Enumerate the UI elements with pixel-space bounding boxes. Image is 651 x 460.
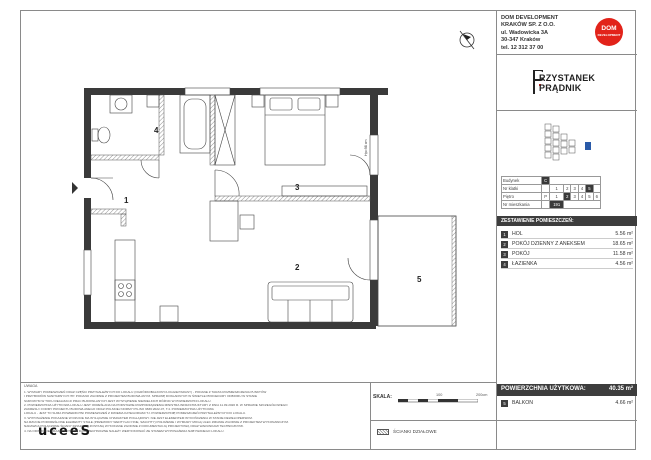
room-name: HOL	[512, 231, 523, 237]
scale-legend-divider	[370, 420, 496, 421]
balcony-outline	[378, 216, 456, 326]
room-name: ŁAZIENKA	[512, 261, 538, 267]
floor-cell: 4	[578, 193, 585, 201]
notes-text	[24, 390, 354, 433]
project-name-line1: RZYSTANEK	[539, 73, 596, 83]
building-key-plan	[537, 120, 595, 165]
floor-cell: 1	[550, 193, 564, 201]
note-line: NADAWCA POŁĄCZONE ŚCIANY DZIAŁOWE ZOSTANĄ WYKONANE ZGODNIE Z DOKUMENTACJĄ PROJEKTOWĄ ORAZ WARUNKAMI TECHNICZNYMI.	[24, 424, 244, 429]
company-name-2: KRAKÓW SP. Z O.O.	[501, 22, 555, 29]
floor-cell: 3	[571, 193, 578, 201]
logo-text: DOM	[601, 25, 617, 32]
room-label-1: 1	[124, 196, 129, 205]
room-label-2: 2	[295, 263, 300, 272]
entrance-arrow-icon	[72, 182, 78, 194]
room-area: 18.65 m²	[612, 241, 633, 247]
stair-cell: 1	[550, 185, 564, 193]
company-city: 30-347 Kraków	[501, 37, 541, 44]
room-row	[501, 260, 633, 269]
building-value: C	[542, 177, 550, 185]
floor-cell-active: 2	[564, 193, 571, 201]
floor-cell: P	[542, 193, 550, 201]
building-label: Budynek	[502, 177, 542, 185]
rooms-title: ZESTAWIENIE POMIESZCZEŃ:	[497, 216, 637, 226]
balcony-number: 5	[501, 400, 508, 407]
floor-plan-drawing	[20, 10, 496, 382]
notes-title: UWAGA	[24, 384, 38, 388]
notes-scale-divider	[370, 382, 371, 450]
stair-cell: 2	[564, 185, 571, 193]
usable-area-label: POWIERZCHNIA UŻYTKOWA:	[501, 386, 586, 392]
notes-divider	[20, 382, 496, 383]
note-line: 2. POWIERZCHNIA UŻYTKOWA LOKALU JEST OKREŚLANA NA PODSTAWIE ROZPORZĄDZENIA MINISTRA INFRASTRUKTURY Z DNIA 11.09.2020 R. W SPRAWIE SZCZEGÓŁOWEGO	[24, 402, 288, 407]
living-room-furniture	[115, 201, 353, 322]
stair-cell-active: 5	[586, 185, 593, 193]
room-area: 4.56 m²	[615, 261, 633, 267]
door-swings	[91, 155, 370, 280]
scale-mark-100: 100	[436, 393, 443, 397]
company-address	[501, 15, 558, 52]
room-label-3: 3	[295, 183, 300, 192]
location-table	[501, 176, 601, 209]
logo-sub-text: DEVELOPMENT	[597, 33, 621, 37]
scale-label: SKALA:	[373, 394, 392, 400]
room-row	[501, 240, 633, 249]
room-row	[501, 250, 633, 259]
room-number: 1	[501, 231, 508, 238]
stair-cell: 3	[571, 185, 578, 193]
note-line: 1. WYMIARY POMIESZCZEŃ ORAZ CZĘŚCI PRZYNALEŻNYCH DO LOKALU (OGRÓDKI/BALKONY/LOGGIE/TARASY) - PODANE Z TARAS ROZMIESZCZENIA PUNKTÓW	[24, 390, 267, 394]
room-name: POKÓJ DZIENNY Z ANEKSEM	[512, 241, 585, 247]
floor-cell: 6	[593, 193, 600, 201]
note-line: NA RZUCIE PODKREŚLONE ELEMENTY STAŁE (PRZEWODY WENTYLACYJNE, SZACHTY) POŁOŻENIE I WYMIARY MOGĄ ULEC ZMIANIE ZGODNIE Z PROJEKTEM WYKONAWCZYM.	[24, 420, 289, 425]
info-panel	[496, 10, 636, 450]
floor-label: Piętro	[502, 193, 542, 201]
room-number: 2	[501, 241, 508, 248]
balcony-name: BALKON	[512, 400, 534, 406]
balcony-row	[501, 399, 633, 407]
scale-bar	[398, 399, 478, 403]
dom-development-logo	[595, 18, 623, 46]
project-name	[539, 73, 595, 93]
panel-divider	[497, 54, 637, 55]
company-name: DOM DEVELOPMENT	[501, 15, 559, 21]
usable-area-bar	[497, 384, 637, 396]
note-line: ZAKRESU I FORMY PROJEKTU BUDOWLANEGO ORAZ POLSKIEJ NORMY PN-ISO 9836:2022-07, T.4. POWIERZCHNIA UŻYTKOWA	[24, 407, 214, 412]
partition-legend-text: ŚCIANKI DZIAŁOWE	[393, 429, 437, 434]
panel-divider	[497, 110, 637, 111]
company-street: ul. Wadowicka 3A	[501, 29, 549, 36]
room-label-4: 4	[154, 126, 159, 135]
panel-divider	[497, 420, 637, 421]
room-row	[501, 230, 633, 239]
note-line: SUROWYM W TOKU REALIZACJI PRAC BUDOWLANYCH JEST WYSTĄPIENIE NIEWIELKICH RÓŻNIC W POWIERZCHNI LOKALU.	[24, 398, 212, 403]
room-number: 4	[501, 261, 508, 268]
project-name-line2: PRĄDNIK	[539, 83, 582, 93]
apartment-value: 191	[550, 201, 564, 209]
stair-label: Nr klatki	[502, 185, 542, 193]
apartment-label: Nr mieszkania	[502, 201, 542, 209]
north-arrow-icon	[460, 31, 474, 49]
floor-cell: 5	[586, 193, 593, 201]
partition-legend-swatch	[377, 429, 389, 435]
balcony-area: 4.66 m²	[615, 400, 633, 406]
bedroom-furniture	[252, 95, 367, 196]
note-line: LOKALU - JEST TO SUMA POWIERZCHNI POMIESZCZEŃ Z DWIEMA KATEGORIAMI TJ. POWIERZCHNIĘ POMIESZCZEŃ PRZYNALEŻNYCH DO LOKALU.	[24, 411, 246, 416]
note-line: I PRZYBORÓW SANITARNYCH ITP. PODANO ZGODNIE Z PROJEKTEM BUDOWLANYM. SPRAWĘ DOKŁADNYCH W ŚWIETLE PROCEDURY ODBIORU W STANIE	[24, 394, 258, 399]
stair-cell: 4	[578, 185, 585, 193]
scale-mark-200: 200cm	[476, 393, 488, 397]
company-phone: tel. 12 312 37 00	[501, 44, 544, 51]
note-line: 3. WYPOSAŻENIE POKAZANE W RZUCIE MA WYŁĄCZNIE CHARAKTER POGLĄDOWY. NIE JEST ELEMENTEM WYKOŃCZENIA W STANIE DEWELOPERSKIM.	[24, 415, 253, 420]
usable-area-value: 40.35 m²	[608, 386, 633, 392]
room-name: POKÓJ	[512, 251, 530, 257]
exterior-walls	[84, 88, 388, 329]
room-area: 5.56 m²	[615, 231, 633, 237]
window-height-note: Hp=98 cm	[364, 139, 368, 156]
room-label-5: 5	[417, 275, 422, 284]
room-number: 3	[501, 251, 508, 258]
ucees-logo: uceeS	[38, 424, 92, 439]
room-area: 11.58 m²	[612, 251, 633, 257]
partition-walls	[91, 95, 370, 226]
note-line: 4. NA ODWROCIE ORAZ WSZYSTKIE DANE TECHNICZNE NALEŻY WERYFIKOWAĆ ZE STANEM WYPOSAŻENIA NABYWANEGO LOKALU.	[24, 428, 225, 433]
